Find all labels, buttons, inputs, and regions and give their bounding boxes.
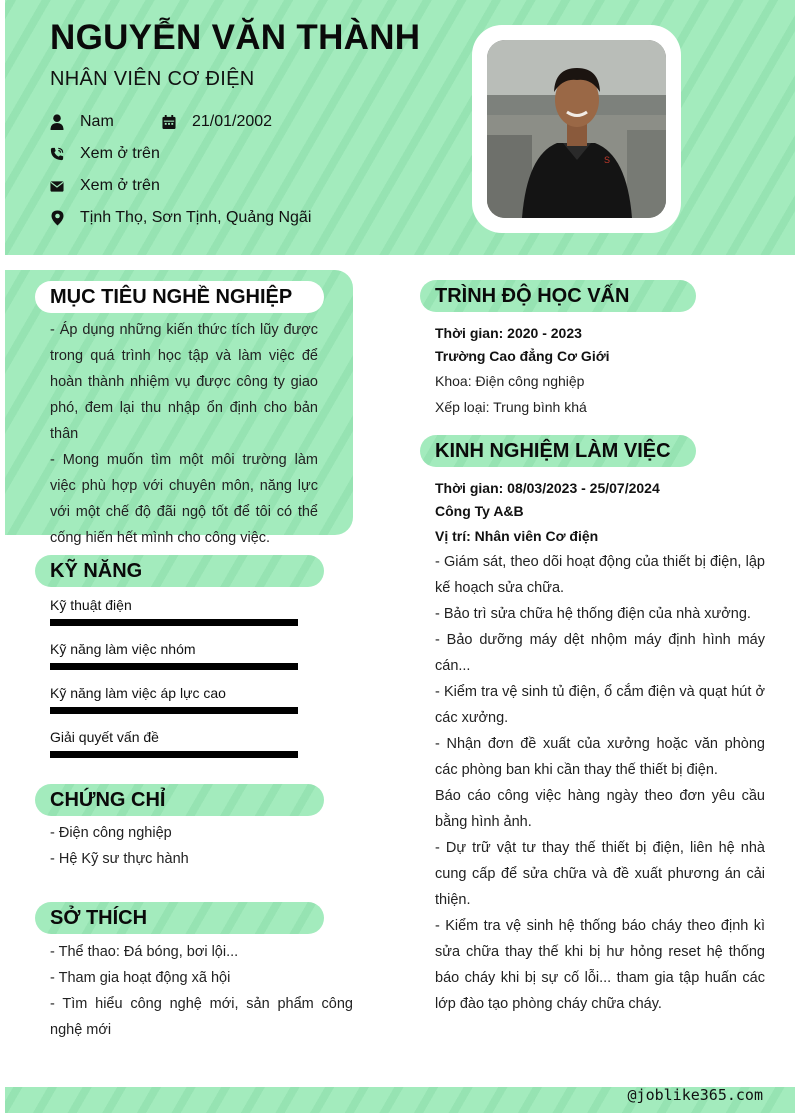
education-time: Thời gian: 2020 - 2023: [435, 325, 582, 341]
experience-time: Thời gian: 08/03/2023 - 25/07/2024: [435, 480, 660, 496]
experience-company: Công Ty A&B: [435, 503, 524, 519]
certificates-heading: CHỨNG CHỈ: [35, 784, 324, 816]
experience-item: - Bảo dưỡng máy dệt nhộm máy định hình máy cán...: [435, 632, 765, 674]
objective-paragraph: - Mong muốn tìm một môi trường làm việc phù hợp với chuyên môn, năng lực với một chế độ đãi ngộ tốt để tôi có thể cống hiến hết mình cho công việc.: [50, 452, 318, 546]
skill-bar: [50, 707, 298, 714]
experience-heading: KINH NGHIỆM LÀM VIỆC: [420, 435, 696, 467]
skill-bar: [50, 751, 298, 758]
gender-value: Nam: [80, 113, 114, 130]
header-banner: [5, 0, 795, 255]
photo-frame: [472, 25, 681, 233]
phone-icon: [50, 146, 64, 162]
job-title: NHÂN VIÊN CƠ ĐIỆN: [50, 68, 255, 90]
envelope-icon: [50, 178, 64, 194]
hobby-item: - Thể thao: Đá bóng, bơi lội...: [50, 944, 239, 960]
location-pin-icon: [50, 210, 64, 226]
experience-item: - Bảo trì sửa chữa hệ thống điện của nhà xưởng.: [435, 606, 751, 622]
experience-item: - Kiểm tra vệ sinh tủ điện, ổ cắm điện và quạt hút ở các xưởng.: [435, 684, 765, 726]
experience-item: - Giám sát, theo dõi hoạt động của thiết bị điện, lập kế hoạch sửa chữa.: [435, 554, 765, 596]
education-heading: TRÌNH ĐỘ HỌC VẤN: [420, 280, 696, 312]
skill-label: Kỹ năng làm việc áp lực cao: [50, 685, 226, 701]
hobbies-list: [50, 939, 353, 1043]
skill-bar: [50, 619, 298, 626]
skill-label: Giải quyết vấn đề: [50, 729, 159, 745]
footer-watermark: @joblike365.com: [627, 1086, 763, 1104]
dob-value: 21/01/2002: [192, 113, 273, 130]
phone-row: [50, 145, 160, 163]
person-icon: [50, 114, 64, 130]
gender-row: [50, 113, 114, 131]
experience-list: [435, 549, 765, 1017]
hobby-item: - Tham gia hoạt động xã hội: [50, 970, 231, 986]
svg-text:S: S: [604, 155, 611, 165]
skills-heading: KỸ NĂNG: [35, 555, 324, 587]
experience-position: Vị trí: Nhân viên Cơ điện: [435, 528, 599, 544]
profile-photo: [487, 40, 666, 218]
education-school: Trường Cao đẳng Cơ Giới: [435, 348, 610, 364]
calendar-icon: [162, 114, 176, 130]
hobbies-heading: SỞ THÍCH: [35, 902, 324, 934]
certificate-item: - Hệ Kỹ sư thực hành: [50, 851, 189, 867]
experience-item: - Nhận đơn đề xuất của xưởng hoặc văn phòng các phòng ban khi cần thay thế thiết bị điện.: [435, 736, 765, 778]
email-row: [50, 177, 160, 195]
experience-item: - Kiểm tra vệ sinh hệ thống báo cháy theo định kì sửa chữa thay thế khi bị hư hỏng reset hệ thống báo cháy khi bị sự cố lỗi... tham gia tập huấn các lớp đào tạo phòng cháy chữa cháy.: [435, 918, 765, 1012]
certificates-list: [50, 820, 350, 872]
hobby-item: - Tìm hiểu công nghệ mới, sản phẩm công nghệ mới: [50, 996, 353, 1038]
phone-value: Xem ở trên: [80, 145, 160, 162]
objective-paragraph: - Áp dụng những kiến thức tích lũy được trong quá trình học tập và làm việc để hoàn thành nhiệm vụ được công ty giao phó, đem lại thu nhập ổn định cho bản thân: [50, 322, 318, 442]
experience-item: - Dự trữ vật tư thay thế thiết bị điện, liên hệ nhà cung cấp để sửa chữa và đề xuất phương án cải thiện.: [435, 840, 765, 908]
footer-bar: [5, 1087, 795, 1113]
dob-row: [162, 113, 272, 131]
address-row: [50, 209, 311, 227]
certificate-item: - Điện công nghiệp: [50, 825, 172, 841]
email-value: Xem ở trên: [80, 177, 160, 194]
education-grade: Xếp loại: Trung bình khá: [435, 399, 587, 415]
candidate-name: NGUYỄN VĂN THÀNH: [50, 18, 421, 57]
objective-text: [50, 317, 318, 551]
skill-label: Kỹ năng làm việc nhóm: [50, 641, 196, 657]
education-faculty: Khoa: Điện công nghiệp: [435, 373, 585, 389]
skill-label: Kỹ thuật điện: [50, 597, 132, 613]
address-value: Tịnh Thọ, Sơn Tịnh, Quảng Ngãi: [80, 209, 312, 226]
skill-bar: [50, 663, 298, 670]
objective-heading: MỤC TIÊU NGHỀ NGHIỆP: [35, 281, 324, 313]
experience-item: Báo cáo công việc hàng ngày theo đơn yêu cầu bằng hình ảnh.: [435, 788, 765, 830]
